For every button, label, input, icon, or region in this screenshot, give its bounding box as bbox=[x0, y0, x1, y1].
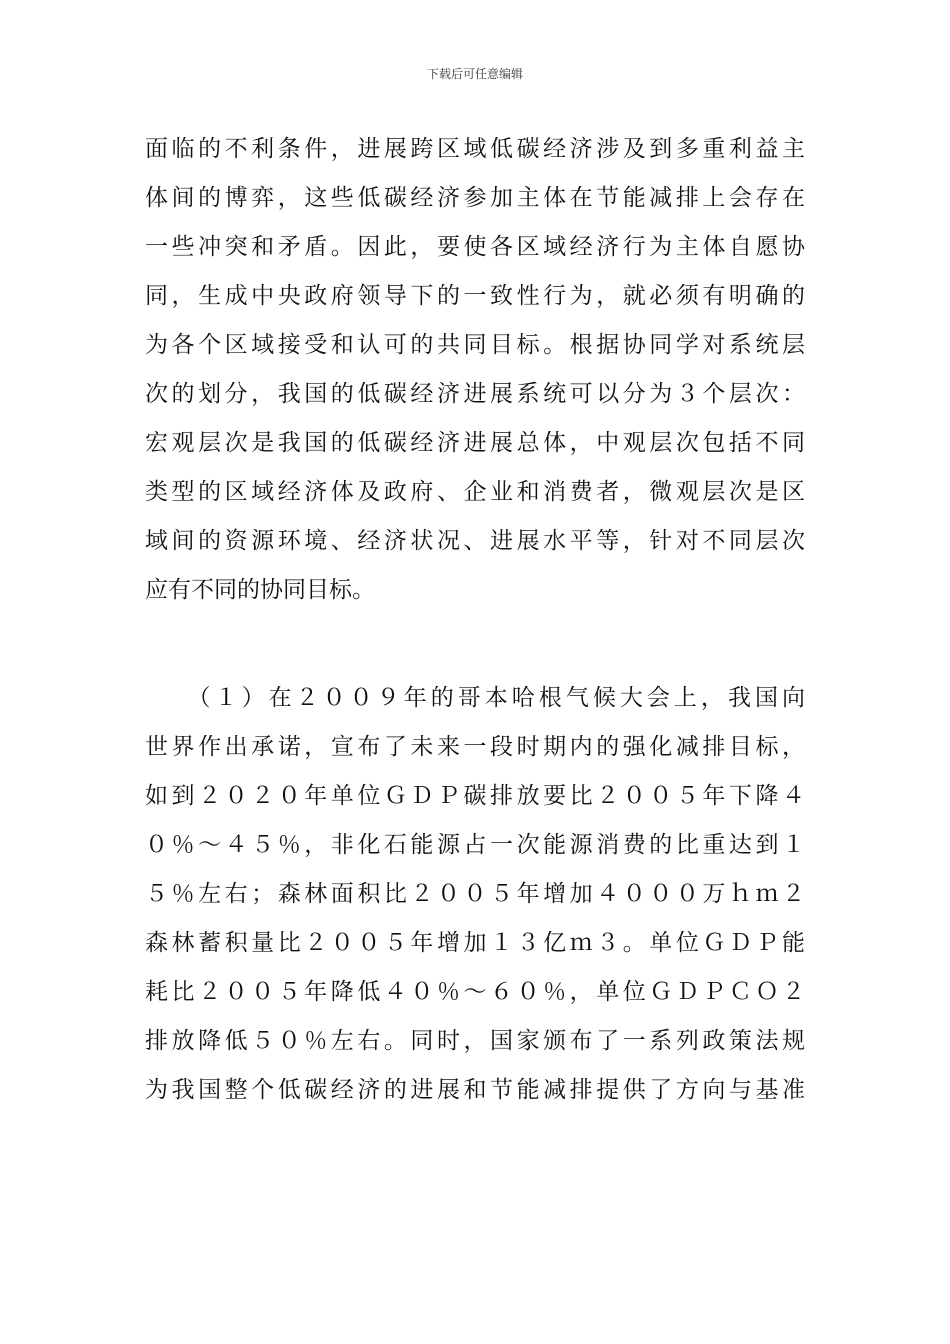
text-line: 同，生成中央政府领导下的一致性行为，就必须有明确的 bbox=[145, 283, 805, 309]
text-line: 域间的资源环境、经济状况、进展水平等，针对不同层次 bbox=[145, 528, 805, 554]
text-line: 宏观层次是我国的低碳经济进展总体，中观层次包括不同 bbox=[145, 430, 805, 456]
text-line: 为各个区域接受和认可的共同目标。根据协同学对系统层 bbox=[145, 332, 805, 358]
text-line: 次的划分，我国的低碳经济进展系统可以分为３个层次： bbox=[145, 381, 805, 407]
text-line: ０％～４５％，非化石能源占一次能源消费的比重达到１ bbox=[145, 832, 805, 858]
paragraph-1 bbox=[145, 125, 805, 615]
text-line: 一些冲突和矛盾。因此，要使各区域经济行为主体自愿协 bbox=[145, 234, 805, 260]
text-line: 如到２０２０年单位ＧＤＰ碳排放要比２００５年下降４ bbox=[145, 783, 805, 809]
paragraph-2 bbox=[145, 674, 805, 1115]
page-header: 下载后可任意编辑 bbox=[426, 67, 523, 81]
text-line: （１）在２００９年的哥本哈根气候大会上，我国向 bbox=[145, 685, 805, 711]
text-line: 排放降低５０％左右。同时，国家颁布了一系列政策法规 bbox=[145, 1028, 805, 1054]
text-line: 森林蓄积量比２００５年增加１３亿ｍ３。单位ＧＤＰ能 bbox=[145, 930, 805, 956]
text-line: 类型的区域经济体及政府、企业和消费者，微观层次是区 bbox=[145, 479, 805, 505]
text-line: 世界作出承诺，宣布了未来一段时期内的强化减排目标， bbox=[145, 734, 805, 760]
text-line: 为我国整个低碳经济的进展和节能减排提供了方向与基准 bbox=[145, 1077, 805, 1103]
text-line: 体间的博弈，这些低碳经济参加主体在节能减排上会存在 bbox=[145, 185, 805, 211]
text-line: 耗比２００５年降低４０％～６０％，单位ＧＤＰＣＯ２ bbox=[145, 979, 805, 1005]
text-line: 面临的不利条件，进展跨区域低碳经济涉及到多重利益主 bbox=[145, 136, 805, 162]
text-line: ５％左右；森林面积比２００５年增加４０００万ｈｍ２ bbox=[145, 881, 805, 907]
text-line: 应有不同的协同目标。 bbox=[145, 577, 375, 603]
